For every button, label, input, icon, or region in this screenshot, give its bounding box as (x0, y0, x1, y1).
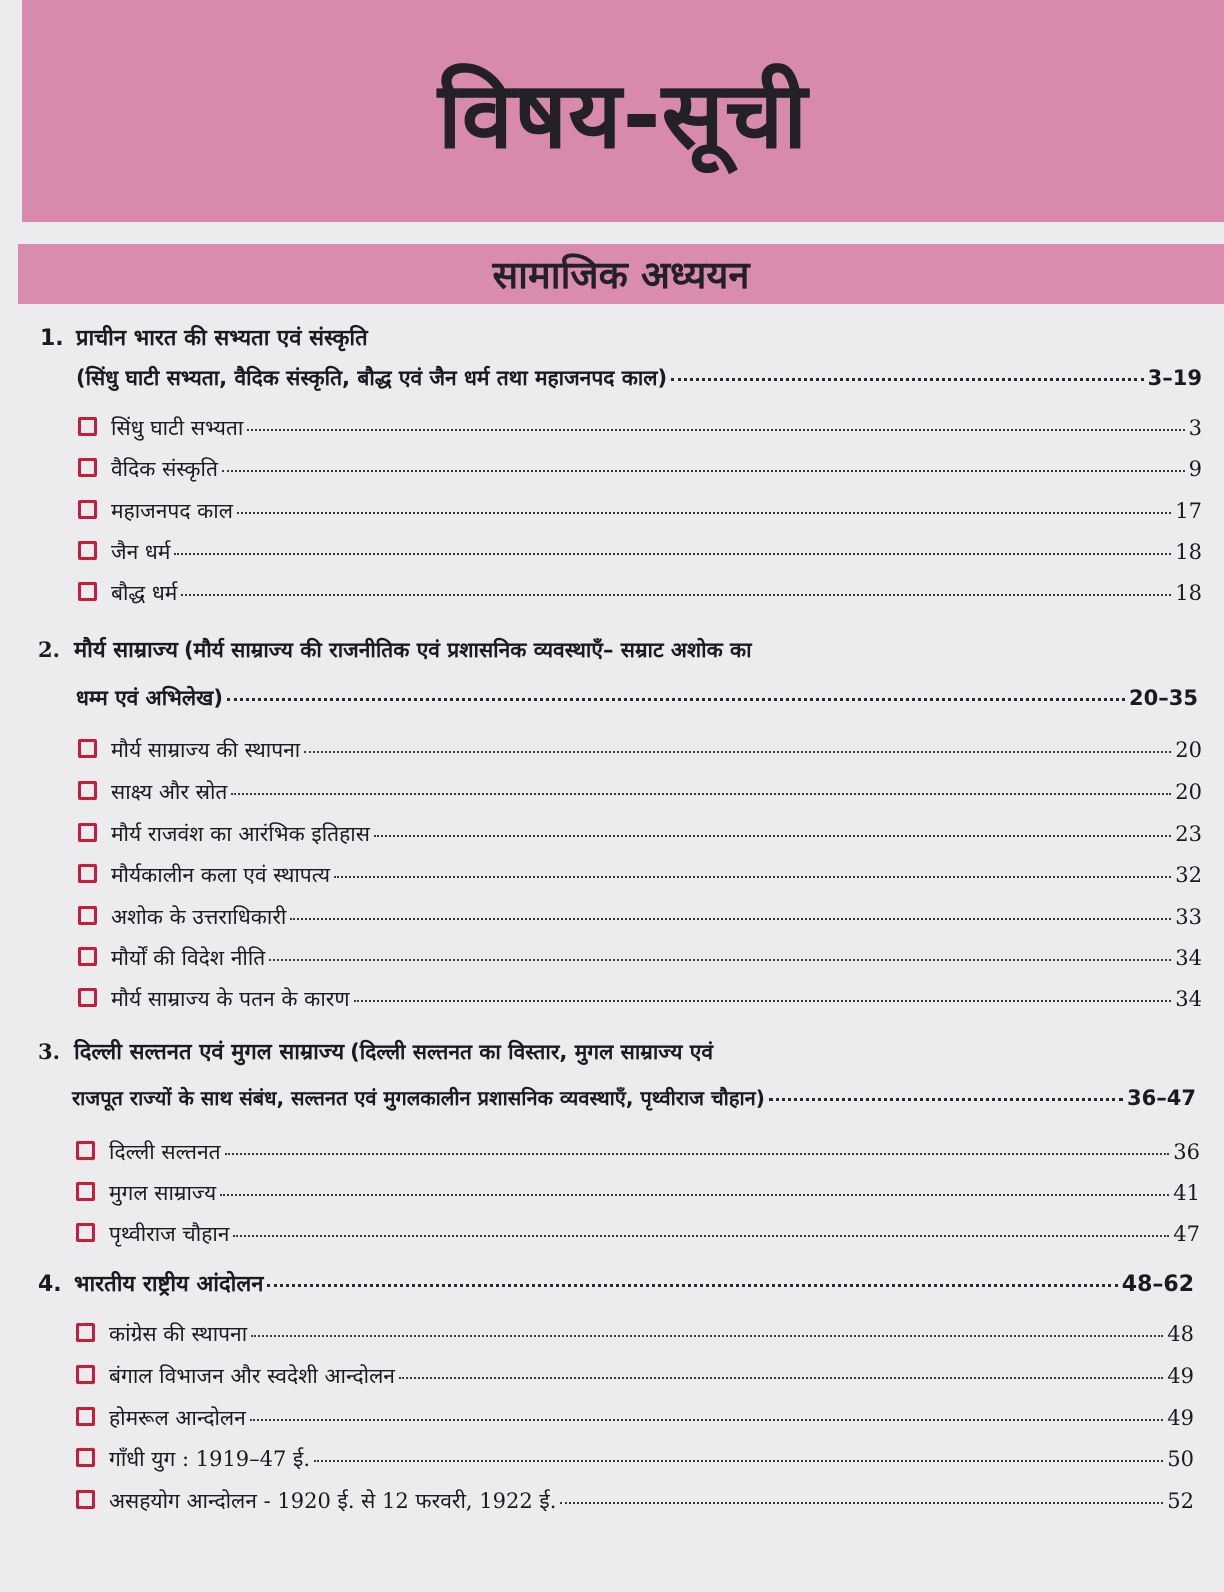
page-number: 20 (1175, 780, 1202, 804)
chapter-1-heading[interactable] (40, 322, 1202, 352)
item-label: मौर्य साम्राज्य की स्थापना (111, 738, 301, 762)
title-banner (22, 0, 1224, 222)
list-item[interactable] (76, 1220, 1200, 1248)
page-number: 49 (1167, 1406, 1194, 1430)
dot-leader (222, 470, 1185, 472)
list-item[interactable] (78, 944, 1202, 972)
chapter-subtitle: (सिंधु घाटी सभ्यता, वैदिक संस्कृति, बौद्ध एवं जैन धर्म तथा महाजनपद काल) (76, 366, 668, 390)
item-label: असहयोग आन्दोलन - 1920 ई. से 12 फरवरी, 1922 ई. (109, 1489, 557, 1513)
checkbox-bullet-icon (78, 458, 97, 477)
chapter-2-heading[interactable] (38, 634, 1202, 664)
item-label: दिल्ली सल्तनत (109, 1140, 221, 1164)
chapter-title: मौर्य साम्राज्य (74, 638, 179, 663)
item-label: महाजनपद काल (111, 499, 233, 523)
dot-leader (290, 918, 1171, 920)
dot-leader (231, 793, 1171, 795)
checkbox-bullet-icon (78, 988, 97, 1007)
checkbox-bullet-icon (78, 823, 97, 842)
list-item[interactable] (78, 985, 1202, 1013)
dot-leader (267, 1284, 1117, 1287)
item-label: मौर्यों की विदेश नीति (111, 946, 266, 970)
page-number: 47 (1173, 1222, 1200, 1246)
list-item[interactable] (78, 820, 1202, 848)
page-number: 50 (1167, 1447, 1194, 1471)
dot-leader (399, 1377, 1163, 1379)
item-label: जैन धर्म (111, 540, 171, 564)
dot-leader (334, 876, 1171, 878)
list-item[interactable] (78, 497, 1202, 525)
dot-leader (354, 1000, 1172, 1002)
checkbox-bullet-icon (78, 500, 97, 519)
dot-leader (220, 1194, 1169, 1196)
page-number: 3 (1188, 416, 1202, 440)
chapter-number: 1. (40, 326, 64, 351)
checkbox-bullet-icon (76, 1182, 95, 1201)
dot-leader (227, 698, 1125, 701)
dot-leader (269, 959, 1171, 961)
list-item[interactable] (78, 579, 1202, 607)
page-title: विषय-सूची (437, 61, 809, 169)
dot-leader (247, 429, 1184, 431)
page-number: 32 (1175, 863, 1202, 887)
page-range: 36–47 (1127, 1086, 1196, 1110)
page-number: 34 (1175, 946, 1202, 970)
chapter-title: दिल्ली सल्तनत एवं मुगल साम्राज्य (74, 1040, 345, 1065)
checkbox-bullet-icon (78, 864, 97, 883)
dot-leader (314, 1460, 1163, 1462)
checkbox-bullet-icon (78, 739, 97, 758)
page-number: 20 (1175, 738, 1202, 762)
section-title: सामाजिक अध्ययन (492, 253, 750, 297)
checkbox-bullet-icon (78, 781, 97, 800)
page-number: 34 (1175, 987, 1202, 1011)
item-label: सिंधु घाटी सभ्यता (111, 416, 244, 440)
page-number: 23 (1175, 822, 1202, 846)
item-label: बंगाल विभाजन और स्वदेशी आन्दोलन (109, 1364, 395, 1388)
item-label: साक्ष्य और स्रोत (111, 780, 228, 804)
page-number: 9 (1188, 457, 1202, 481)
item-label: मौर्यकालीन कला एवं स्थापत्य (111, 863, 331, 887)
list-item[interactable] (76, 1404, 1194, 1432)
item-label: मौर्य राजवंश का आरंभिक इतिहास (111, 822, 370, 846)
checkbox-bullet-icon (76, 1490, 95, 1509)
page-number: 17 (1175, 499, 1202, 523)
list-item[interactable] (78, 903, 1202, 931)
list-item[interactable] (76, 1320, 1194, 1348)
chapter-subtitle: (दिल्ली सल्तनत का विस्तार, मुगल साम्राज्य एवं (350, 1040, 714, 1064)
chapter-3-subtitle-row[interactable] (72, 1084, 1196, 1111)
page-number: 18 (1175, 581, 1202, 605)
chapter-subtitle: धम्म एवं अभिलेख) (76, 686, 223, 710)
checkbox-bullet-icon (76, 1407, 95, 1426)
checkbox-bullet-icon (78, 417, 97, 436)
list-item[interactable] (78, 455, 1202, 483)
dot-leader (181, 594, 1171, 596)
list-item[interactable] (78, 538, 1202, 566)
chapter-subtitle: (मौर्य साम्राज्य की राजनीतिक एवं प्रशासनिक व्यवस्थाएँ– सम्राट अशोक का (184, 638, 752, 662)
dot-leader (769, 1098, 1123, 1101)
checkbox-bullet-icon (78, 582, 97, 601)
chapter-2-subtitle-row[interactable] (76, 684, 1198, 712)
item-label: मुगल साम्राज्य (109, 1181, 217, 1205)
dot-leader (560, 1502, 1163, 1504)
list-item[interactable] (76, 1179, 1200, 1207)
checkbox-bullet-icon (76, 1323, 95, 1342)
item-label: अशोक के उत्तराधिकारी (111, 905, 287, 929)
chapter-title: प्राचीन भारत की सभ्यता एवं संस्कृति (76, 326, 368, 351)
section-banner (18, 244, 1224, 304)
chapter-1-subtitle-row[interactable] (76, 364, 1202, 392)
item-label: बौद्ध धर्म (111, 581, 178, 605)
chapter-4-heading[interactable] (38, 1268, 1194, 1298)
dot-leader (225, 1153, 1170, 1155)
dot-leader (671, 378, 1144, 381)
dot-leader (250, 1419, 1163, 1421)
dot-leader (251, 1335, 1163, 1337)
checkbox-bullet-icon (78, 906, 97, 925)
page-range: 20–35 (1129, 686, 1198, 710)
item-label: पृथ्वीराज चौहान (109, 1222, 230, 1246)
page-number: 33 (1175, 905, 1202, 929)
checkbox-bullet-icon (76, 1365, 95, 1384)
item-label: गाँधी युग : 1919–47 ई. (109, 1447, 311, 1471)
page-number: 52 (1167, 1489, 1194, 1513)
checkbox-bullet-icon (76, 1223, 95, 1242)
page-number: 36 (1173, 1140, 1200, 1164)
list-item[interactable] (78, 778, 1202, 806)
dot-leader (304, 751, 1171, 753)
item-label: वैदिक संस्कृति (111, 457, 218, 481)
item-label: होमरूल आन्दोलन (109, 1406, 246, 1430)
page-number: 49 (1167, 1364, 1194, 1388)
page-number: 18 (1175, 540, 1202, 564)
chapter-number: 3. (38, 1039, 60, 1064)
dot-leader (233, 1235, 1169, 1237)
checkbox-bullet-icon (78, 541, 97, 560)
chapter-3-heading[interactable] (38, 1036, 1202, 1066)
list-item[interactable] (76, 1445, 1194, 1473)
chapter-number: 4. (38, 1272, 62, 1297)
page-range: 48–62 (1121, 1272, 1194, 1297)
chapter-title: भारतीय राष्ट्रीय आंदोलन (74, 1272, 264, 1297)
list-item[interactable] (78, 861, 1202, 889)
chapter-subtitle: राजपूत राज्यों के साथ संबंध, सल्तनत एवं मुगलकालीन प्रशासनिक व्यवस्थाएँ, पृथ्वीराज चौहान) (72, 1086, 765, 1110)
item-label: मौर्य साम्राज्य के पतन के कारण (111, 987, 350, 1011)
dot-leader (237, 512, 1171, 514)
dot-leader (374, 835, 1171, 837)
item-label: कांग्रेस की स्थापना (109, 1322, 248, 1346)
checkbox-bullet-icon (76, 1448, 95, 1467)
list-item[interactable] (78, 414, 1202, 442)
dot-leader (174, 553, 1171, 555)
page-number: 48 (1167, 1322, 1194, 1346)
checkbox-bullet-icon (78, 947, 97, 966)
page-range: 3–19 (1147, 366, 1202, 390)
chapter-number: 2. (38, 637, 60, 662)
list-item[interactable] (78, 736, 1202, 764)
list-item[interactable] (76, 1362, 1194, 1390)
checkbox-bullet-icon (76, 1141, 95, 1160)
list-item[interactable] (76, 1487, 1194, 1515)
list-item[interactable] (76, 1138, 1200, 1166)
page-number: 41 (1173, 1181, 1200, 1205)
